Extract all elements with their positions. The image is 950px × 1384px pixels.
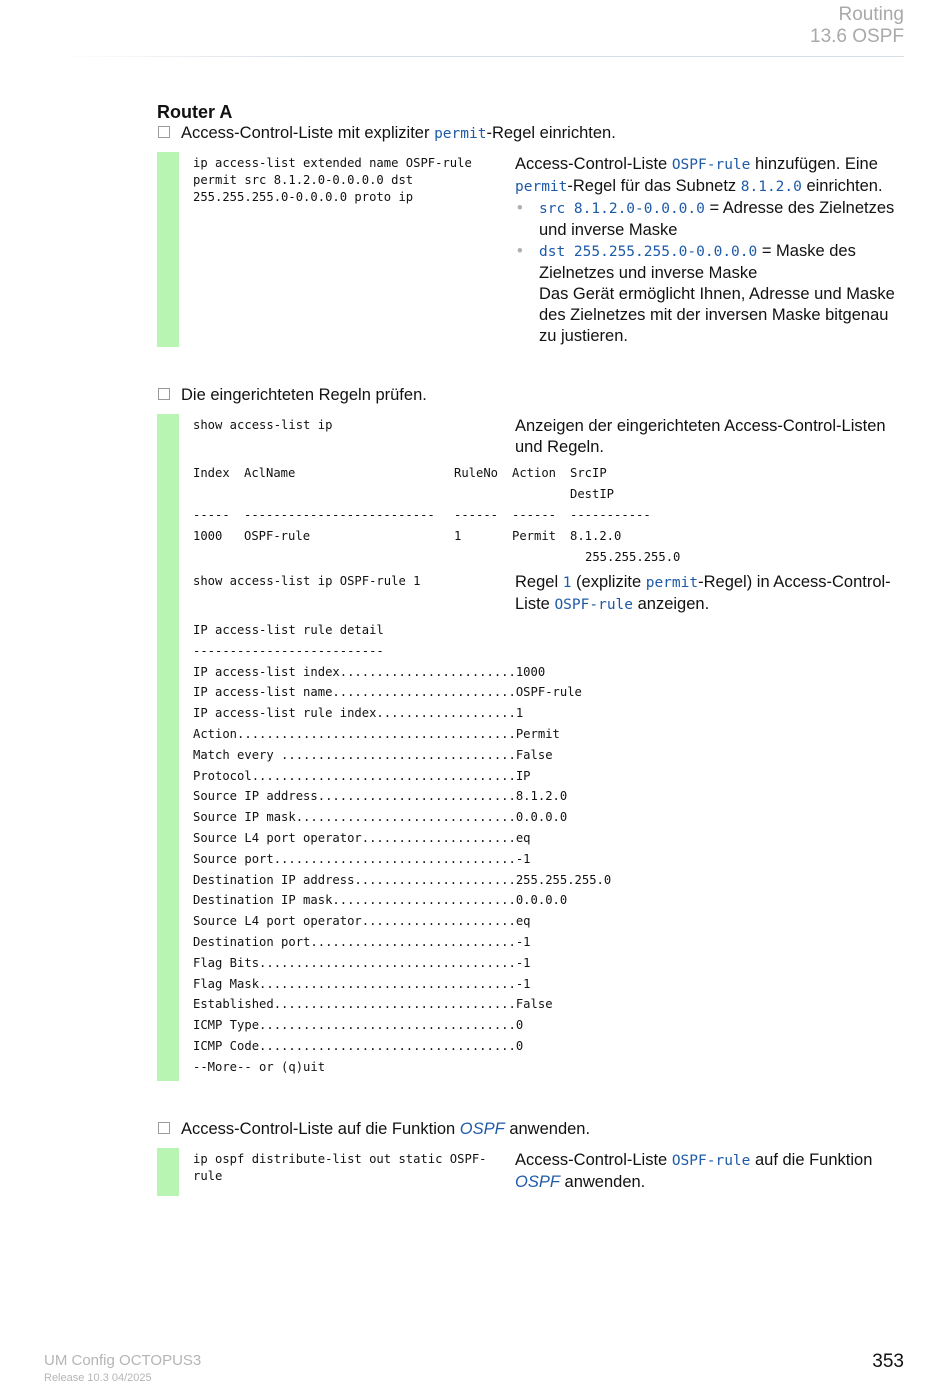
step-1 [158, 123, 616, 144]
bullet-icon: • [517, 199, 523, 217]
desc3-text-d: anzeigen. [633, 595, 710, 613]
desc4-code: OSPF-rule [671, 1153, 751, 1169]
desc3-text-a: Regel [515, 573, 563, 591]
desc3-code-3: OSPF-rule [554, 597, 634, 613]
separator-action: ------ [512, 508, 557, 522]
desc1-text-d: einrichten. [801, 177, 883, 195]
desc1-text-b: hinzufügen. Eine [750, 155, 878, 173]
cell-aclname: OSPF-rule [244, 529, 311, 543]
checkbox-icon [158, 126, 170, 138]
separator-aclname: -------------------------- [244, 508, 435, 522]
code-bar-3 [157, 1148, 179, 1196]
footer-release: Release 10.3 04/2025 [44, 1372, 152, 1384]
separator-ruleno: ------ [454, 508, 499, 522]
bullet-2-note: Das Gerät ermöglicht Ihnen, Adresse und Maske des Zielnetzes mit der inversen Maske bitgenau zu justieren. [539, 285, 895, 345]
step-3-text-a: Access-Control-Liste auf die Funktion [181, 1120, 460, 1138]
cell-index: 1000 [193, 529, 223, 543]
bullet-2-code: dst 255.255.255.0-0.0.0.0 [539, 244, 758, 260]
desc4-text-b: auf die Funktion [750, 1151, 873, 1169]
desc4-emphasis: OSPF [515, 1173, 560, 1191]
page-number: 353 [872, 1351, 904, 1372]
command-block-1: ip access-list extended name OSPF-rule permit src 8.1.2.0-0.0.0.0 dst 255.255.255.0-0.0.0.0 proto ip [193, 156, 472, 204]
desc1-code-3: 8.1.2.0 [740, 179, 802, 195]
description-1 [515, 154, 907, 347]
desc3-code-1: 1 [562, 575, 572, 591]
step-3 [158, 1119, 590, 1139]
separator-index: ----- [193, 508, 230, 522]
desc1-text-a: Access-Control-Liste [515, 155, 672, 173]
desc1-text-c: -Regel für das Subnetz [567, 177, 741, 195]
description-1-main [515, 154, 907, 198]
footer-title: UM Config OCTOPUS3 [44, 1352, 202, 1369]
code-bar-1 [157, 152, 179, 347]
step-1-text-b: -Regel einrichten. [486, 124, 616, 142]
cell-srcip: 8.1.2.0 [570, 529, 622, 543]
cell-ruleno: 1 [454, 529, 462, 543]
header-chapter: Routing [838, 4, 904, 25]
command-show-acl: show access-list ip [193, 418, 333, 432]
bullet-icon: • [517, 242, 523, 260]
checkbox-icon [158, 388, 170, 400]
rule-detail-output: IP access-list rule detail -------------------------- IP access-list index........................1000 IP access-list name.........................OSPF-rule IP access-list rule index...................1 Action......................................Permit Match every ................................False Protocol....................................IP Source IP address...........................8.1.2.0 Source IP mask..............................0.0.0.0 Source L4 port operator.....................eq Source port.................................-1 Destination IP address......................255.255.255.0 Destination IP mask.........................0.0.0.0 Source L4 port operator.....................eq Destination port............................-1 Flag Bits...................................-1 Flag Mask...................................-1 Established.................................False ICMP Type...................................0 ICMP Code...................................0 --More-- or (q)uit [193, 623, 612, 1074]
col-header-action: Action [512, 466, 557, 480]
desc1-code-1: OSPF-rule [671, 157, 751, 173]
bullet-item-2 [515, 241, 907, 347]
col-header-srcip: SrcIP [570, 466, 607, 480]
code-bar-2 [157, 414, 179, 1081]
command-block-3: ip ospf distribute-list out static OSPF- rule [193, 1152, 487, 1183]
header-section: 13.6 OSPF [810, 26, 904, 47]
desc4-text-c: anwenden. [559, 1173, 646, 1191]
step-3-text-b: anwenden. [504, 1120, 591, 1138]
col-header-index: Index [193, 466, 230, 480]
bullet-1-text: = Adresse des Zielnetzes und inverse Maske [539, 199, 895, 239]
desc1-code-2: permit [515, 179, 568, 195]
step-2 [158, 385, 427, 405]
section-title: Router A [157, 102, 233, 122]
step-1-text-a: Access-Control-Liste mit expliziter [181, 124, 435, 142]
separator-srcip: ----------- [570, 508, 651, 522]
bullet-1-code: src 8.1.2.0-0.0.0.0 [539, 201, 705, 217]
col-header-aclname: AclName [244, 466, 296, 480]
desc3-code-2: permit [645, 575, 699, 591]
description-2: Anzeigen der eingerichteten Access-Control-Listen und Regeln. [515, 417, 886, 456]
description-3 [515, 572, 907, 616]
description-4 [515, 1150, 907, 1193]
cell-action: Permit [512, 529, 557, 543]
cell-destip: 255.255.255.0 [585, 550, 681, 564]
step-1-code: permit [434, 126, 487, 142]
step-2-text: Die eingerichteten Regeln prüfen. [181, 386, 427, 404]
desc3-text-b: (explizite [571, 573, 646, 591]
step-3-emphasis: OSPF [459, 1120, 505, 1138]
col-header-ruleno: RuleNo [454, 466, 499, 480]
bullet-2-text: = Maske des Zielnetzes und inverse Maske [539, 242, 856, 282]
desc3-text-c: -Regel) in Access-Control-Liste [515, 573, 891, 613]
col-header-destip: DestIP [570, 487, 615, 501]
bullet-item-1 [515, 198, 907, 241]
command-show-rule: show access-list ip OSPF-rule 1 [193, 574, 421, 588]
desc4-text-a: Access-Control-Liste [515, 1151, 672, 1169]
checkbox-icon [158, 1122, 170, 1134]
header-divider [58, 56, 904, 57]
